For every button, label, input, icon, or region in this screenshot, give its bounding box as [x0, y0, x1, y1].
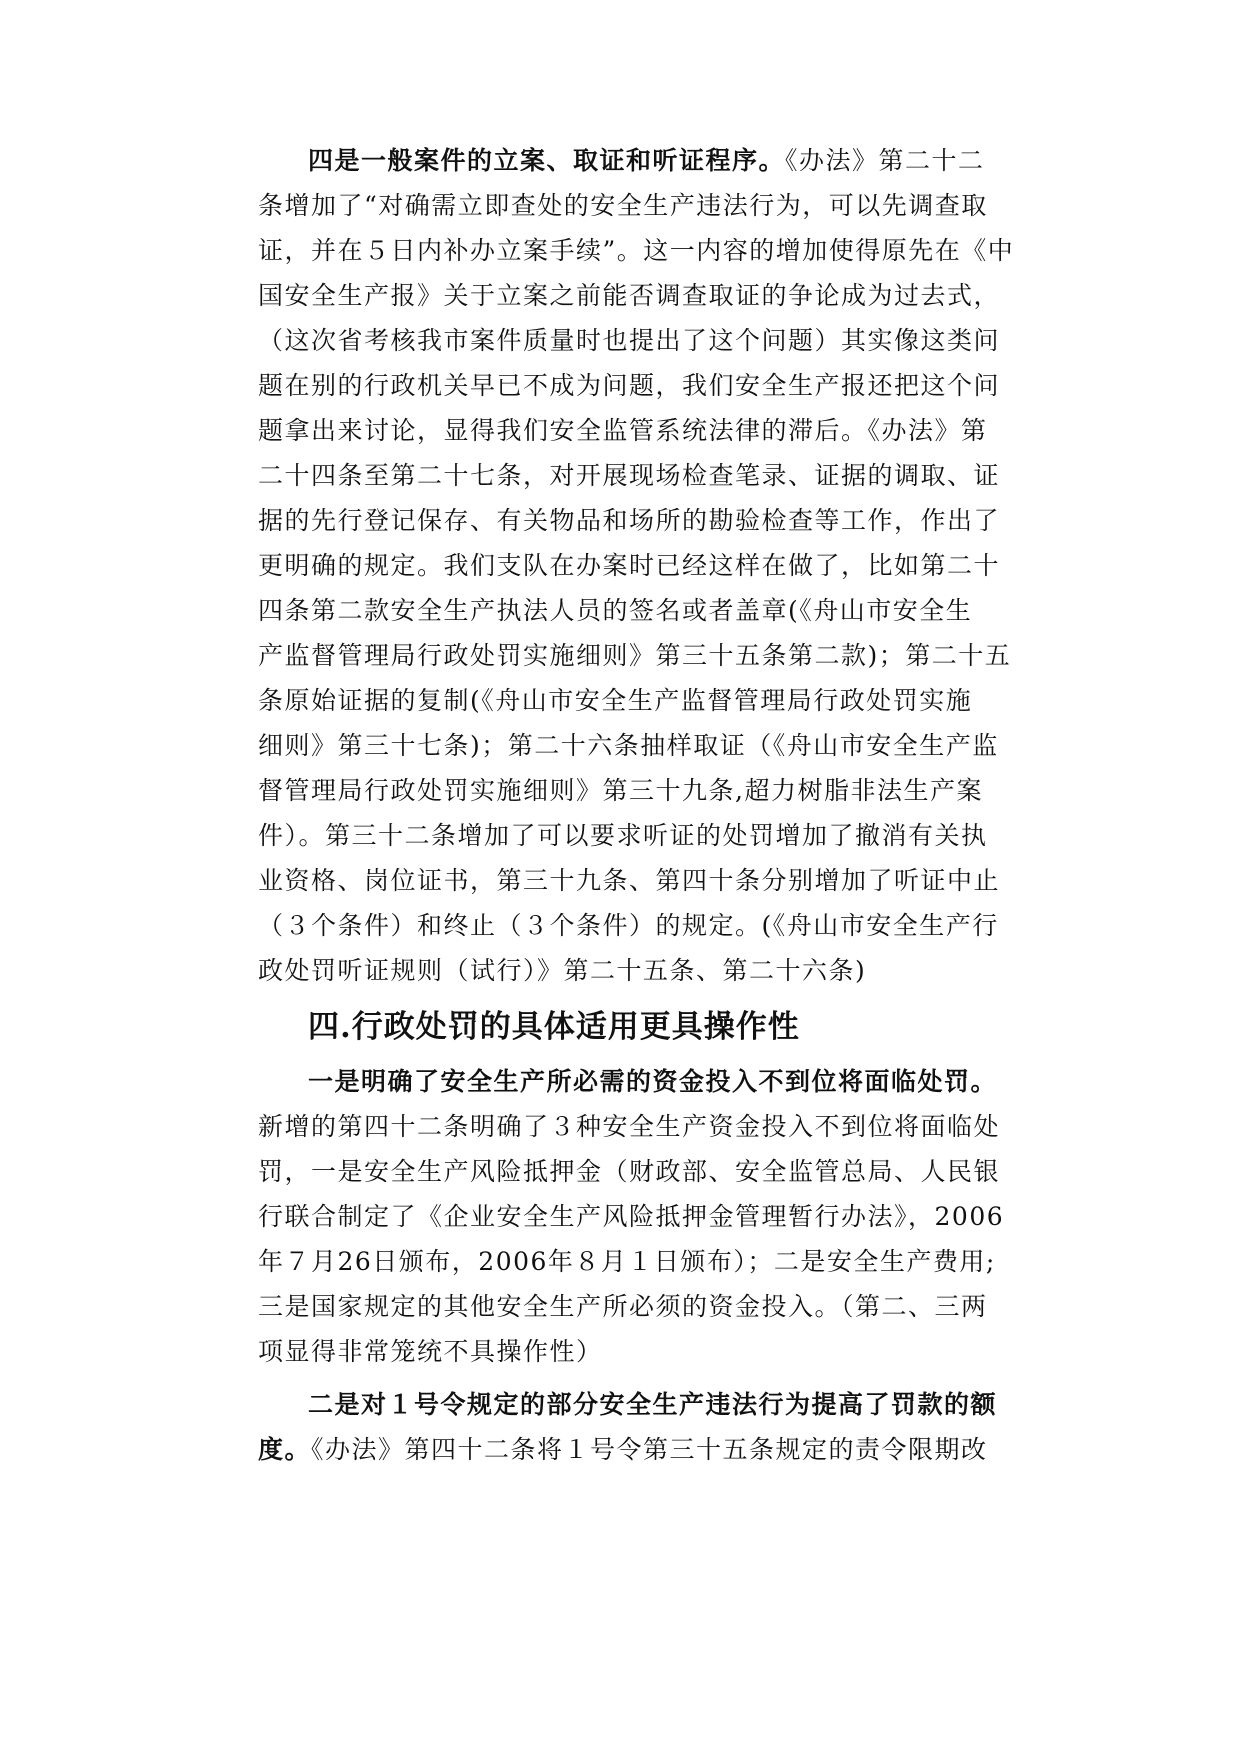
- paragraph-line: 件）。第三十二条增加了可以要求听证的处罚增加了撤消有关执: [258, 821, 988, 850]
- paragraph-fund-investment: [258, 1059, 1005, 1374]
- paragraph-lead: 四是一般案件的立案、取证和听证程序。: [308, 146, 786, 175]
- paragraph-line: 更明确的规定。我们支队在办案时已经这样在做了，比如第二十: [258, 551, 1001, 580]
- paragraph-line: 题在别的行政机关早已不成为问题，我们安全生产报还把这个问: [258, 371, 1001, 400]
- paragraph-line: 行联合制定了《企业安全生产风险抵押金管理暂行办法》，2006: [258, 1202, 1005, 1231]
- paragraph-line: [258, 138, 985, 183]
- paragraph-line: 项显得非常笼统不具操作性）: [258, 1337, 603, 1366]
- paragraph-line: 据的先行登记保存、有关物品和场所的勘验检查等工作，作出了: [258, 506, 1001, 535]
- paragraph-lead: 一是明确了安全生产所必需的资金投入不到位将面临处罚。: [308, 1067, 998, 1096]
- paragraph-line: 督管理局行政处罚实施细则》第三十九条,超力树脂非法生产案: [258, 776, 983, 805]
- paragraph-line: 证，并在５日内补办立案手续”。这一内容的增加使得原先在《中: [258, 236, 1015, 265]
- paragraph-line: 业资格、岗位证书，第三十九条、第四十条分别增加了听证中止: [258, 866, 1001, 895]
- paragraph-fine-amount: [258, 1382, 998, 1472]
- paragraph-lead: 度。: [258, 1435, 312, 1464]
- document-page: [258, 138, 1015, 1472]
- paragraph-line: 罚，一是安全生产风险抵押金（财政部、安全监管总局、人民银: [258, 1157, 1001, 1186]
- paragraph-text: 《办法》第二十二: [785, 146, 985, 175]
- paragraph-line: 二十四条至第二十七条，对开展现场检查笔录、证据的调取、证: [258, 461, 1001, 490]
- paragraph-line: 四条第二款安全生产执法人员的签名或者盖章(《舟山市安全生: [258, 596, 973, 625]
- paragraph-line: 细则》第三十七条)；第二十六条抽样取证（《舟山市安全生产监: [258, 731, 999, 760]
- paragraph-line: 条增加了“对确需立即查处的安全生产违法行为，可以先调查取: [258, 191, 988, 220]
- paragraph-line: 条原始证据的复制(《舟山市安全生产监督管理局行政处罚实施: [258, 686, 973, 715]
- paragraph-line: 国安全生产报》关于立案之前能否调查取证的争论成为过去式，: [258, 281, 1001, 310]
- paragraph-case-procedure: [258, 138, 1015, 993]
- section-heading: 四.行政处罚的具体适用更具操作性: [308, 1009, 800, 1045]
- paragraph-line: 政处罚听证规则（试行）》第二十五条、第二十六条): [258, 956, 867, 985]
- paragraph-line: [258, 1427, 988, 1472]
- paragraph-line: （这次省考核我市案件质量时也提出了这个问题）其实像这类问: [258, 326, 1001, 355]
- paragraph-spacer: [258, 1374, 970, 1382]
- paragraph-lead: 二是对１号令规定的部分安全生产违法行为提高了罚款的额: [308, 1390, 998, 1419]
- paragraph-line: 新增的第四十二条明确了３种安全生产资金投入不到位将面临处: [258, 1112, 1001, 1141]
- paragraph-text: 《办法》第四十二条将１号令第三十五条规定的责令限期改: [311, 1435, 988, 1464]
- paragraph-line: 三是国家规定的其他安全生产所必须的资金投入。（第二、三两: [258, 1292, 988, 1321]
- paragraph-line: （３个条件）和终止（３个条件）的规定。(《舟山市安全生产行: [258, 911, 999, 940]
- paragraph-line: 产监督管理局行政处罚实施细则》第三十五条第二款)；第二十五: [258, 641, 1012, 670]
- paragraph-line: 年７月26日颁布，2006年８月１日颁布）；二是安全生产费用;: [258, 1247, 996, 1276]
- paragraph-line: 题拿出来讨论，显得我们安全监管系统法律的滞后。《办法》第: [258, 416, 988, 445]
